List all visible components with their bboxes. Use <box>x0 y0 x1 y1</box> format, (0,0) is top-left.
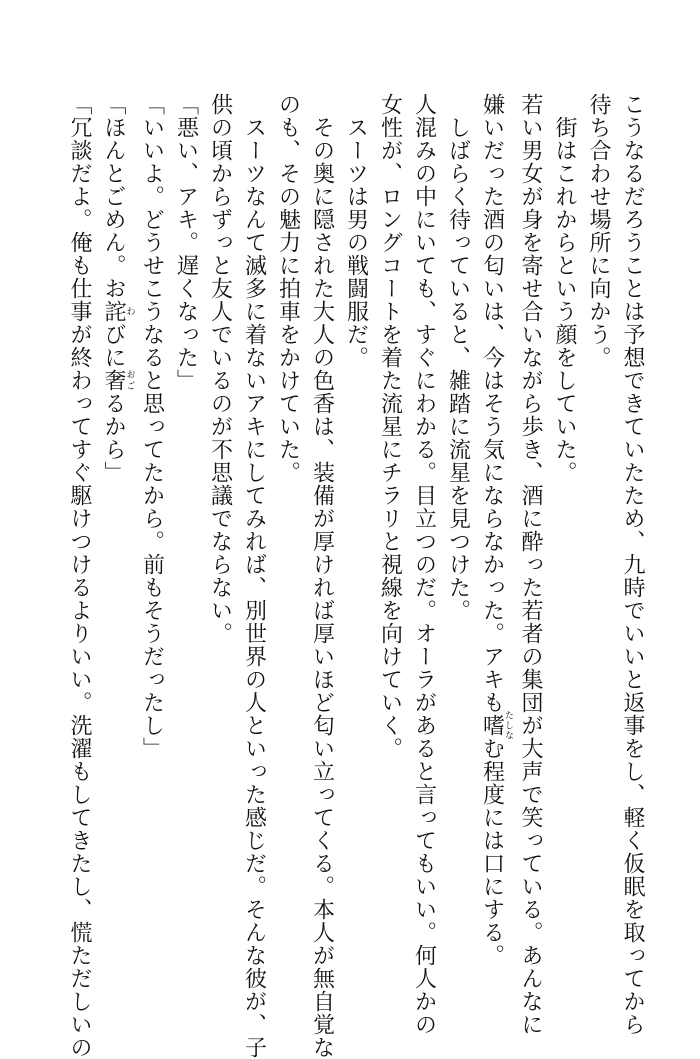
text-line-3: 街はこれからという顔をしていた。 <box>552 93 577 484</box>
ruby-word <box>101 369 135 392</box>
text-line-12: スーツなんて滅多に着ないアキにしてみれば、別世界の人といった感じだ。そんな彼が、子 <box>241 93 267 1059</box>
text-line-9: スーツは男の戦闘服だ。 <box>343 93 369 369</box>
text-segment: 「ほんとごめん。お <box>101 93 126 300</box>
ruby-reading: おご <box>124 369 135 392</box>
ruby-word <box>479 710 513 741</box>
ruby-word <box>101 300 135 323</box>
text-line-15: 「いいよ。どうせこうなると思ってたから。前もそうだったし」 <box>139 93 165 760</box>
text-line-17: 「冗談だよ。俺も仕事が終わってすぐ駆けつけるよりいい。洗濯もしてきたし、慌ただしいの <box>67 93 92 1059</box>
text-line-11: のも、その魅力に拍車をかけていた。 <box>275 93 301 484</box>
text-line-6: しばらく待っていると、雑踏に流星を見つけた。 <box>445 93 471 622</box>
ruby-reading: わ <box>124 300 135 323</box>
text-line-5 <box>475 93 514 993</box>
text-segment: む程度には口にする。 <box>479 737 505 967</box>
ruby-reading: たしな <box>503 710 513 741</box>
text-line-16 <box>96 93 135 993</box>
text-segment: るから」 <box>101 392 126 484</box>
vertical-text-block <box>62 93 649 1059</box>
ruby-base: 奢 <box>101 369 126 392</box>
text-segment: 嫌いだった酒の匂いは、今はそう気にならなかった。アキも <box>479 93 505 714</box>
text-line-14: 「悪い、アキ。遅くなった」 <box>173 93 199 392</box>
ruby-base: 詫 <box>101 300 126 323</box>
text-segment: びに <box>101 323 126 369</box>
text-line-13: 供の頃からずっと友人でいるのが不思議でならない。 <box>207 93 233 645</box>
ruby-base: 嗜 <box>479 710 505 741</box>
text-line-1: こうなるだろうことは予想できていたため、九時でいいと返事をし、軽く仮眠を取ってから <box>620 93 645 1036</box>
text-line-10: その奥に隠された大人の色香は、装備が厚ければ厚いほど匂い立ってくる。本人が無自覚な <box>309 93 335 1059</box>
text-line-4: 若い男女が身を寄せ合いながら歩き、酒に酔った若者の集団が大声で笑っている。あんなに <box>518 93 543 1036</box>
text-line-2: 待ち合わせ場所に向かう。 <box>586 93 611 369</box>
text-line-7: 人混みの中にいても、すぐにわかる。目立つのだ。オーラがあると言ってもいい。何人かの <box>411 93 437 1036</box>
text-line-8: 女性が、ロングコートを着た流星にチラリと視線を向けていく。 <box>377 93 403 760</box>
